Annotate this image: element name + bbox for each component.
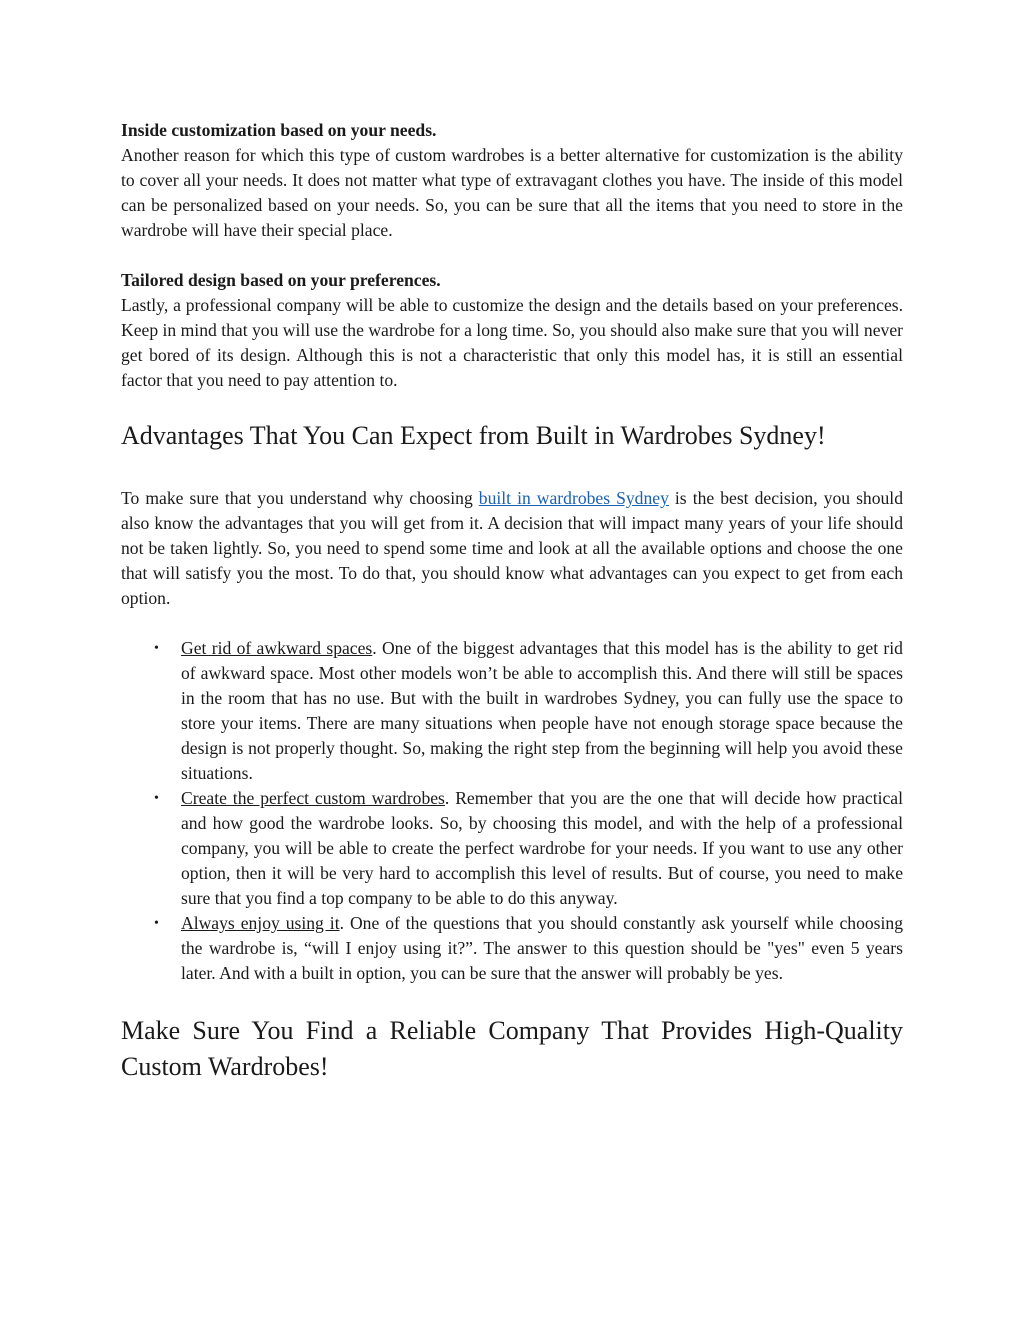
list-item-title: Always enjoy using it — [181, 913, 340, 933]
intro-text-before: To make sure that you understand why choosing — [121, 488, 479, 508]
spacer — [121, 454, 903, 486]
bullet-icon: • — [154, 916, 159, 931]
inside-customization-body: Another reason for which this type of custom wardrobes is a better alternative for customization is the ability to cover all your needs. It does not matter what type of extravagant clothes you have. The inside of this model can be personalized based on your needs. So, you can be sure that all the items that you need to store in the wardrobe will have their special place. — [121, 145, 903, 240]
list-item-text: . One of the questions that you should constantly ask yourself while choosing the wardrobe is, “will I enjoy using it?”. The answer to this question should be "yes" even 5 years later. And with a built in option, you can be sure that the answer will probably be yes. — [181, 913, 904, 983]
list-item-title: Get rid of awkward spaces — [181, 638, 373, 658]
bullet-icon: • — [154, 641, 159, 656]
advantages-list — [121, 636, 903, 986]
list-item-text: . Remember that you are the one that will decide how practical and how good the wardrobe looks. So, by choosing this model, and with the help of a professional company, you will be able to create the perfect wardrobe for your needs. If you want to use any other option, then it will be very hard to accomplish this level of results. But of course, you need to make sure that you find a top company to be able to do this anyway. — [181, 788, 903, 908]
list-item — [121, 786, 903, 911]
tailored-design-heading: Tailored design based on your preferences. — [121, 270, 441, 290]
intro-text-after: is the best decision, you should also know the advantages that you will get from it. A decision that will impact many years of your life should not be taken lightly. So, you need to spend some time and look at all the available options and choose the one that will satisfy you the most. To do that, you should know what advantages can you expect to get from each option. — [121, 488, 903, 608]
document-page — [121, 118, 903, 1085]
spacer — [121, 986, 903, 1013]
bullet-icon: • — [154, 791, 159, 806]
closing-heading: Make Sure You Find a Reliable Company That Provides High-Quality Custom Wardrobes! — [121, 1016, 903, 1081]
advantages-heading: Advantages That You Can Expect from Built in Wardrobes Sydney! — [121, 421, 826, 450]
spacer — [121, 611, 903, 636]
list-item-text: . One of the biggest advantages that this model has is the ability to get rid of awkward space. Most other models won’t be able to accomplish this. And there will still be spaces in the room that has no use. But with the built in wardrobes Sydney, you can fully use the space to store your items. There are many situations when people have not enough storage space because the design is not properly thought. So, making the right step from the beginning will help you avoid these situations. — [181, 638, 903, 783]
spacer — [121, 393, 903, 418]
list-item — [121, 636, 903, 786]
inside-customization-heading: Inside customization based on your needs. — [121, 120, 437, 140]
advantages-intro — [121, 486, 903, 611]
list-item-title: Create the perfect custom wardrobes — [181, 788, 445, 808]
list-item — [121, 911, 903, 986]
spacer — [121, 243, 903, 268]
tailored-design-body: Lastly, a professional company will be able to customize the design and the details based on your preferences. Keep in mind that you will use the wardrobe for a long time. So, you should also make sure that you will never get bored of its design. Although this is not a characteristic that only this model has, it is still an essential factor that you need to pay attention to. — [121, 295, 903, 390]
built-in-wardrobes-link[interactable]: built in wardrobes Sydney — [478, 488, 669, 508]
